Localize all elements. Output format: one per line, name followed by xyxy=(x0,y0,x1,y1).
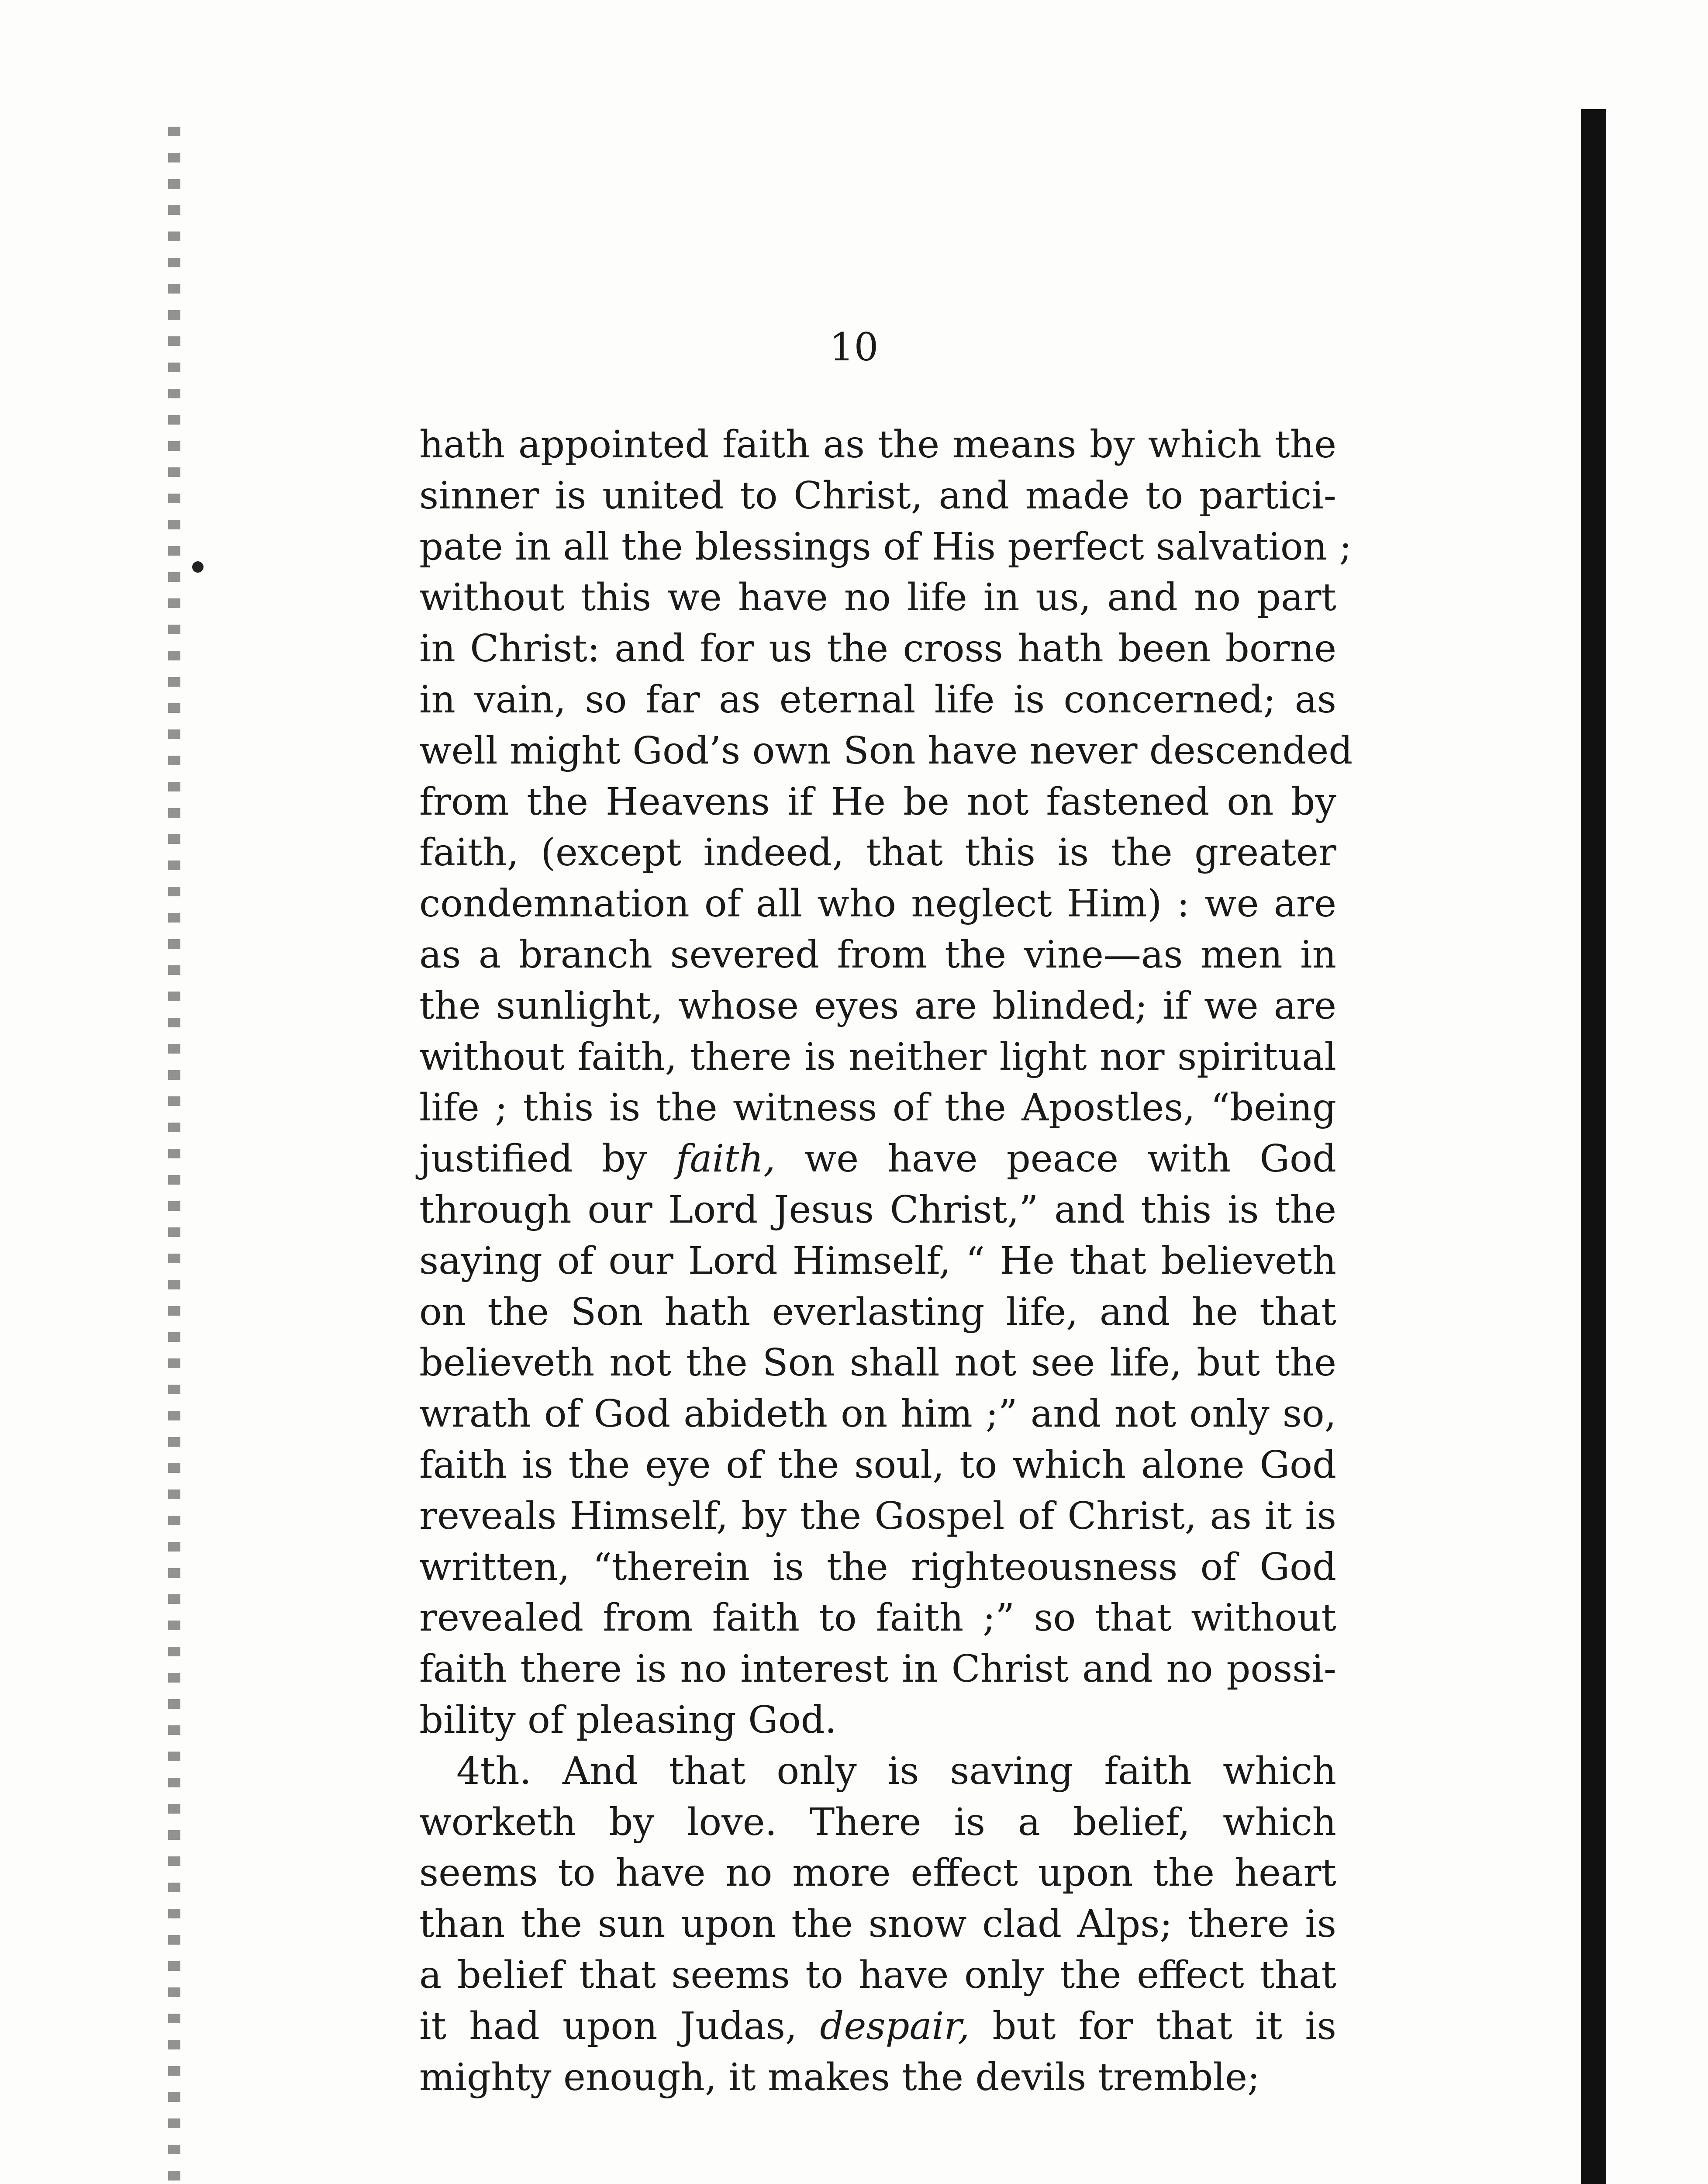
italic-word: despair, xyxy=(820,2004,970,2048)
text-line: wrath of God abideth on him ;” and not only so, xyxy=(419,1392,1336,1436)
text-line: than the sun upon the snow clad Alps; there is xyxy=(419,1902,1336,1946)
text-line: 4th. And that only is saving faith which xyxy=(456,1749,1336,1793)
text-line: hath appointed faith as the means by which the xyxy=(419,423,1336,467)
text-line: pate in all the blessings of His perfect salvation ; xyxy=(419,525,1352,569)
text-line: believeth not the Son shall not see life, but the xyxy=(419,1341,1336,1385)
text-line: faith is the eye of the soul, to which alone God xyxy=(419,1443,1336,1487)
scan-edge-bar xyxy=(1581,109,1606,2184)
text-line: condemnation of all who neglect Him) : we are xyxy=(419,882,1336,926)
text-line: seems to have no more effect upon the heart xyxy=(419,1851,1336,1895)
text-line: worketh by love. There is a belief, which xyxy=(419,1800,1336,1844)
text-line xyxy=(419,2001,1336,2052)
text-line: saying of our Lord Himself, “ He that believeth xyxy=(419,1239,1336,1283)
text-line: without faith, there is neither light nor spiritual xyxy=(419,1035,1336,1079)
text-line: bility of pleasing God. xyxy=(419,1698,837,1742)
text-line: on the Son hath everlasting life, and he that xyxy=(419,1290,1336,1334)
italic-word: faith, xyxy=(676,1137,776,1181)
text-line: mighty enough, it makes the devils tremble; xyxy=(419,2055,1260,2099)
text-segment: but for that it is xyxy=(970,2004,1337,2048)
body-text xyxy=(419,419,1353,2103)
ink-spot xyxy=(192,561,204,573)
text-line: the sunlight, whose eyes are blinded; if we are xyxy=(419,984,1336,1028)
text-line: revealed from faith to faith ;” so that without xyxy=(419,1596,1336,1640)
text-line: written, “therein is the righteousness of God xyxy=(419,1545,1336,1589)
binding-edge-shadow xyxy=(168,127,180,2184)
text-line: from the Heavens if He be not fastened on by xyxy=(419,780,1336,824)
text-segment: we have peace with God xyxy=(775,1137,1336,1181)
text-line: well might God’s own Son have never descended xyxy=(419,729,1353,773)
text-line xyxy=(419,1133,1336,1185)
page-number: 10 xyxy=(829,325,879,370)
text-line: in vain, so far as eternal life is concerned; as xyxy=(419,677,1336,722)
text-line: life ; this is the witness of the Apostles, “being xyxy=(419,1086,1336,1130)
text-line: as a branch severed from the vine—as men in xyxy=(419,933,1336,977)
text-line: in Christ: and for us the cross hath been borne xyxy=(419,627,1336,671)
text-line: through our Lord Jesus Christ,” and this is the xyxy=(419,1188,1336,1232)
text-line: faith there is no interest in Christ and no possi- xyxy=(419,1647,1336,1691)
text-line: faith, (except indeed, that this is the greater xyxy=(419,831,1336,875)
text-line: without this we have no life in us, and no part xyxy=(419,576,1336,620)
text-segment: it had upon Judas, xyxy=(419,2004,820,2048)
text-line: reveals Himself, by the Gospel of Christ, as it is xyxy=(419,1494,1336,1538)
text-line: a belief that seems to have only the effect that xyxy=(419,1953,1336,1997)
text-line: sinner is united to Christ, and made to partici- xyxy=(419,473,1336,518)
text-segment: justified by xyxy=(419,1137,676,1181)
